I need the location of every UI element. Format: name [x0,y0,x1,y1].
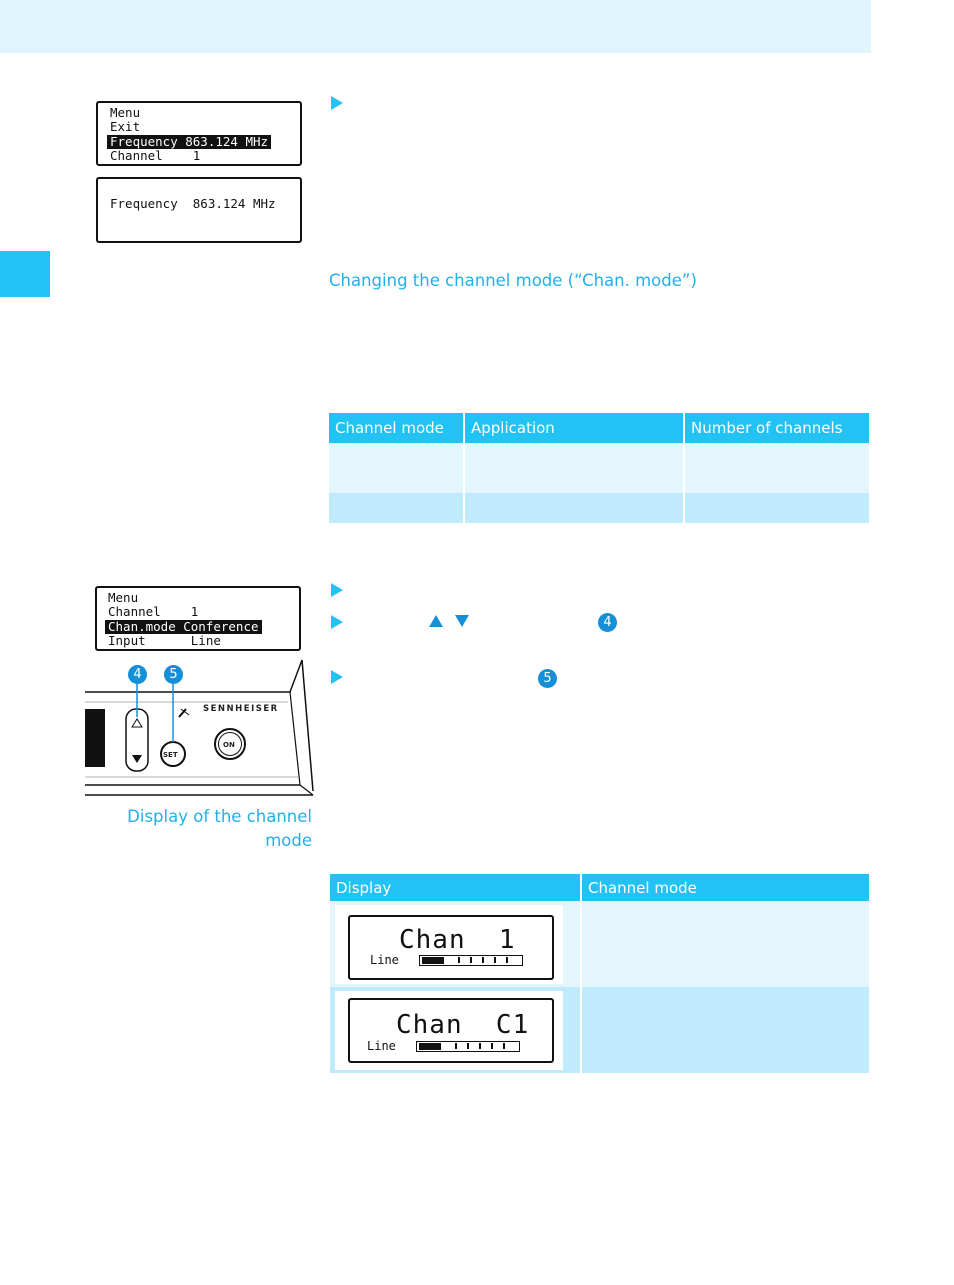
page-header-band [0,0,871,53]
chapter-tab [0,251,50,297]
instruction-arrow-icon [331,583,343,597]
lcd-input-text: Line [370,953,399,967]
lcd-chan-text: Chan C1 [396,1010,530,1040]
callout-4-icon: 4 [598,613,617,632]
up-arrow-icon [429,615,443,627]
lcd-input-text: Line [367,1039,396,1053]
table-cell [464,493,684,523]
lcd-line-channel: Channel 1 [108,604,199,620]
table-row [330,987,869,1073]
brand-logo: SENNHEISER [203,704,279,714]
device-front-panel [85,657,315,800]
lcd-chan-text: Chan 1 [399,925,516,955]
table-header: Channel mode [329,413,464,443]
display-cell [330,901,581,987]
lcd-line-menu: Menu [110,105,141,120]
lcd-chan-1 [348,915,554,980]
table-header: Channel mode [581,874,869,901]
on-button-label: ON [223,741,235,749]
table-header: Display [330,874,581,901]
instruction-arrow-icon [331,670,343,684]
lcd-frequency-text: Frequency 863.124 MHz [110,196,276,211]
lcd-line-channel: Channel 1 [110,147,201,163]
lcd-menu-channel-mode [95,586,301,651]
lcd-line-input: Input Line [108,632,221,648]
instruction-arrow-icon [331,96,343,110]
channel-mode-cell [581,901,869,987]
callout-set-button: 5 [164,665,183,684]
audio-level-meter [416,1041,520,1052]
channel-mode-cell [581,987,869,1073]
lcd-line-frequency-selected: Frequency 863.124 MHz [107,135,271,149]
callout-up-down-buttons: 4 [128,665,147,684]
lcd-frequency [96,177,302,243]
table-cell [329,443,464,493]
table-cell [464,443,684,493]
table-cell [684,493,869,523]
lcd-line-chan-mode-selected: Chan.mode Conference [105,620,262,634]
lcd-menu-frequency [96,101,302,166]
table-row [330,901,869,987]
device-illustration [85,657,315,800]
lcd-line-menu: Menu [108,590,139,605]
display-cell [330,987,581,1073]
table-header: Number of channels [684,413,869,443]
audio-level-meter [419,955,523,966]
table-header: Application [464,413,684,443]
figure-caption: Display of the channel mode [127,807,312,850]
display-table [330,874,869,1073]
section-heading: Changing the channel mode (“Chan. mode”) [329,271,697,290]
lcd-line-exit: Exit [110,119,141,135]
instruction-arrow-icon [331,615,343,629]
callout-5-icon: 5 [538,669,557,688]
table-cell [684,443,869,493]
channel-mode-table [329,413,869,523]
down-arrow-icon [455,615,469,627]
table-cell [329,493,464,523]
table-row [329,493,869,523]
lcd-chan-c1 [348,998,554,1063]
set-button-label: SET [163,751,178,759]
table-row [329,443,869,493]
